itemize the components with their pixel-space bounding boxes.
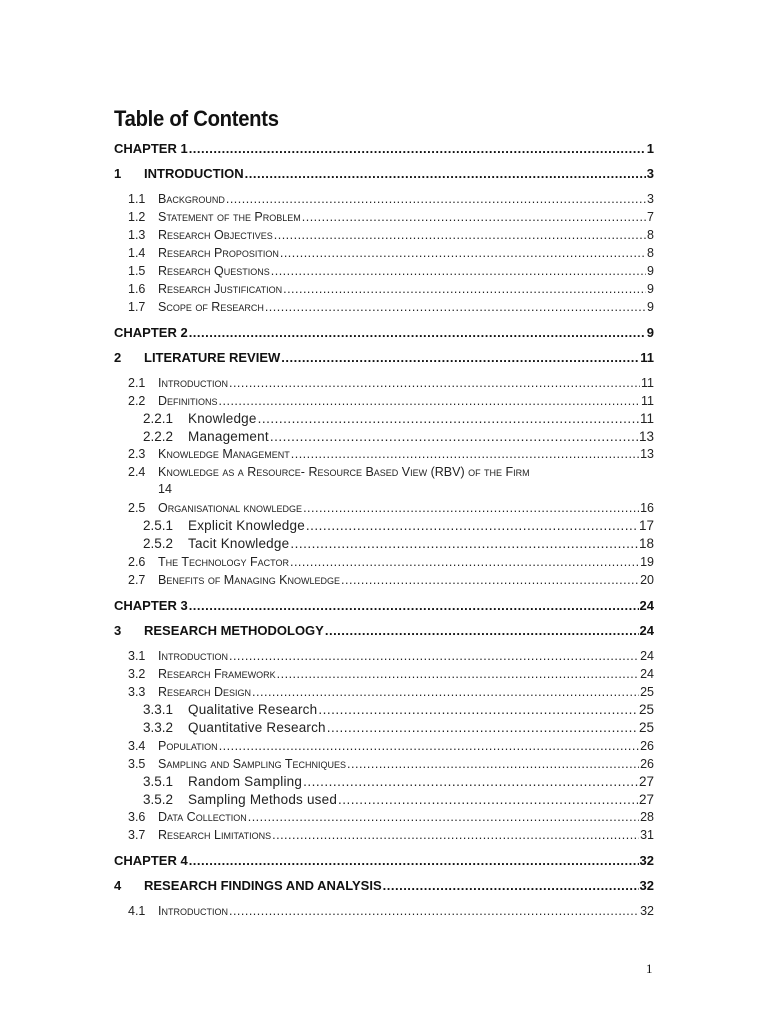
- entry-title: Benefits of Managing Knowledge: [158, 573, 341, 587]
- entry-title: LITERATURE REVIEW: [144, 350, 281, 365]
- dot-leader: [219, 394, 640, 408]
- entry-number: 3.3: [128, 685, 146, 699]
- dot-leader: [248, 810, 639, 824]
- entry-title: RESEARCH METHODOLOGY: [144, 623, 324, 638]
- toc-title: Table of Contents: [114, 106, 279, 131]
- entry-number: 2.7: [128, 573, 146, 587]
- toc-entry-subsection[interactable]: [128, 447, 654, 461]
- toc-entry-subsection[interactable]: [128, 282, 654, 296]
- entry-title: Definitions: [158, 394, 218, 408]
- dot-leader: [291, 447, 639, 461]
- toc-entry-subsection[interactable]: [128, 810, 654, 824]
- dot-leader: [290, 536, 638, 551]
- dot-leader: [229, 904, 639, 918]
- entry-title: Qualitative Research: [188, 702, 318, 717]
- entry-page: 8: [647, 246, 654, 260]
- toc-entry-subsection[interactable]: [128, 376, 654, 390]
- toc-entry-subsection[interactable]: [128, 246, 654, 260]
- entry-page: 31: [640, 828, 654, 842]
- entry-title: Data Collection: [158, 810, 247, 824]
- entry-title: Knowledge as a Resource- Resource Based View (RBV) of the Firm: [158, 465, 530, 479]
- entry-title: Knowledge: [188, 411, 257, 426]
- toc-entry-subsubsection[interactable]: [143, 702, 654, 717]
- entry-number: 2.5: [128, 501, 146, 515]
- toc-entry-subsubsection[interactable]: [143, 720, 654, 735]
- toc-entry-subsection[interactable]: [128, 501, 654, 515]
- entry-number: 2.2: [128, 394, 146, 408]
- entry-number: 1.3: [128, 228, 146, 242]
- entry-title: CHAPTER 1: [114, 141, 188, 156]
- dot-leader: [327, 720, 638, 735]
- entry-number: 1.1: [128, 192, 146, 206]
- toc-entry-subsection[interactable]: [128, 228, 654, 242]
- entry-page: 9: [647, 300, 654, 314]
- dot-leader: [229, 649, 639, 663]
- dot-leader: [341, 573, 639, 587]
- entry-title: INTRODUCTION: [144, 166, 244, 181]
- entry-page: 9: [646, 325, 654, 340]
- entry-title: Tacit Knowledge: [188, 536, 290, 551]
- entry-number: 3.1: [128, 649, 146, 663]
- entry-page: 25: [638, 720, 654, 735]
- dot-leader: [383, 878, 639, 893]
- dot-leader: [306, 518, 638, 533]
- entry-title: Statement of the Problem: [158, 210, 301, 224]
- toc-entry-subsubsection[interactable]: [143, 792, 654, 807]
- entry-page: 24: [639, 623, 654, 638]
- entry-title: Research Proposition: [158, 246, 279, 260]
- entry-page: 32: [639, 878, 654, 893]
- entry-page: 11: [641, 394, 654, 408]
- dot-leader: [283, 282, 646, 296]
- entry-number: 3.6: [128, 810, 146, 824]
- entry-title: RESEARCH FINDINGS AND ANALYSIS: [144, 878, 382, 893]
- entry-title: Explicit Knowledge: [188, 518, 305, 533]
- entry-number: 2: [114, 350, 122, 365]
- entry-page: 17: [638, 518, 654, 533]
- entry-number: 2.6: [128, 555, 146, 569]
- entry-number: 3.4: [128, 739, 146, 753]
- entry-page: 9: [647, 282, 654, 296]
- entry-number: 4: [114, 878, 122, 893]
- entry-page: 16: [640, 501, 654, 515]
- dot-leader: [189, 598, 639, 613]
- toc-entry-chapter[interactable]: [114, 853, 654, 868]
- entry-number: 1.7: [128, 300, 146, 314]
- toc-entry-subsection[interactable]: [128, 210, 654, 224]
- entry-number: 2.4: [128, 465, 146, 479]
- entry-number: 1.4: [128, 246, 146, 260]
- toc-entry-subsubsection[interactable]: [143, 518, 654, 533]
- entry-title: Research Questions: [158, 264, 270, 278]
- entry-page: 32: [639, 853, 654, 868]
- entry-page: 3: [647, 192, 654, 206]
- dot-leader: [270, 429, 638, 444]
- entry-number: 1.6: [128, 282, 146, 296]
- entry-page: 27: [638, 792, 654, 807]
- entry-number: 3.7: [128, 828, 146, 842]
- dot-leader: [245, 166, 646, 181]
- toc-entry-subsection[interactable]: [128, 192, 654, 206]
- dot-leader: [189, 325, 646, 340]
- entry-title: CHAPTER 2: [114, 325, 188, 340]
- entry-page: 24: [640, 649, 654, 663]
- entry-page: 20: [640, 573, 654, 587]
- toc-entry-chapter[interactable]: [114, 598, 654, 613]
- toc-entry-chapter[interactable]: [114, 141, 654, 156]
- toc-entry-subsection[interactable]: [128, 904, 654, 918]
- entry-title: Quantitative Research: [188, 720, 326, 735]
- toc-entry-subsubsection[interactable]: [143, 411, 654, 426]
- entry-page: 14: [158, 482, 172, 496]
- dot-leader: [219, 739, 639, 753]
- page-number: 1: [646, 961, 653, 976]
- dot-leader: [325, 623, 639, 638]
- dot-leader: [280, 246, 646, 260]
- toc-entry-subsection[interactable]: [128, 649, 654, 663]
- dot-leader: [347, 757, 639, 771]
- entry-title: Scope of Research: [158, 300, 264, 314]
- toc-entry-subsection[interactable]: [128, 555, 654, 569]
- dot-leader: [258, 411, 639, 426]
- entry-page: 28: [640, 810, 654, 824]
- toc-entry-chapter[interactable]: [114, 325, 654, 340]
- entry-page: 7: [647, 210, 654, 224]
- dot-leader: [226, 192, 646, 206]
- entry-page: 11: [641, 376, 654, 390]
- entry-page: 3: [646, 166, 654, 181]
- toc-entry-subsubsection[interactable]: [143, 536, 654, 551]
- dot-leader: [189, 853, 639, 868]
- dot-leader: [189, 141, 646, 156]
- entry-page: 27: [638, 774, 654, 789]
- entry-number: 3.3.1: [143, 702, 174, 717]
- toc-entry-section[interactable]: [114, 350, 654, 365]
- entry-number: 1.5: [128, 264, 146, 278]
- entry-page: 24: [640, 667, 654, 681]
- dot-leader: [318, 702, 638, 717]
- entry-page: 32: [640, 904, 654, 918]
- dot-leader: [271, 264, 646, 278]
- entry-page: 1: [646, 141, 654, 156]
- entry-title: Management: [188, 429, 269, 444]
- entry-page: 26: [640, 757, 654, 771]
- entry-title: Sampling Methods used: [188, 792, 338, 807]
- dot-leader: [272, 828, 639, 842]
- entry-page: 11: [639, 411, 654, 426]
- toc-entry-section[interactable]: [114, 623, 654, 638]
- toc-entry-subsubsection[interactable]: [143, 774, 654, 789]
- toc-entry-subsection[interactable]: [128, 739, 654, 753]
- toc-entry-subsection[interactable]: [128, 394, 654, 408]
- dot-leader: [302, 210, 646, 224]
- entry-page: 18: [638, 536, 654, 551]
- entry-number: 2.5.2: [143, 536, 174, 551]
- toc-entry-subsection[interactable]: [128, 757, 654, 771]
- entry-number: 2.5.1: [143, 518, 174, 533]
- entry-page: 26: [640, 739, 654, 753]
- toc-entry-section[interactable]: [114, 166, 654, 181]
- entry-title: Introduction: [158, 376, 228, 390]
- toc-entry-subsection[interactable]: [128, 264, 654, 278]
- dot-leader: [303, 774, 638, 789]
- entry-title: CHAPTER 3: [114, 598, 188, 613]
- entry-number: 1.2: [128, 210, 146, 224]
- entry-title: Background: [158, 192, 225, 206]
- entry-title: Random Sampling: [188, 774, 303, 789]
- dot-leader: [265, 300, 646, 314]
- entry-number: 2.3: [128, 447, 146, 461]
- toc-entry-section[interactable]: [114, 878, 654, 893]
- entry-number: 3.3.2: [143, 720, 174, 735]
- entry-page: 25: [638, 702, 654, 717]
- entry-page: 13: [640, 447, 654, 461]
- dot-leader: [290, 555, 639, 569]
- entry-title: Research Design: [158, 685, 252, 699]
- entry-page: 25: [640, 685, 654, 699]
- entry-page: 24: [639, 598, 654, 613]
- entry-number: 3: [114, 623, 122, 638]
- toc-entry-subsection[interactable]: [128, 667, 654, 681]
- dot-leader: [274, 228, 646, 242]
- entry-title: CHAPTER 4: [114, 853, 188, 868]
- toc-entry-subsection[interactable]: [128, 300, 654, 314]
- entry-title: Organisational knowledge: [158, 501, 303, 515]
- toc-entry-subsubsection[interactable]: [143, 429, 654, 444]
- dot-leader: [277, 667, 639, 681]
- entry-page: 13: [638, 429, 654, 444]
- entry-number: 3.5.1: [143, 774, 174, 789]
- entry-number: 2.2.1: [143, 411, 174, 426]
- entry-page: 9: [647, 264, 654, 278]
- toc-entry-subsection[interactable]: [128, 685, 654, 699]
- dot-leader: [303, 501, 639, 515]
- entry-number: 3.2: [128, 667, 146, 681]
- entry-title: Research Framework: [158, 667, 276, 681]
- toc-entry-subsection[interactable]: [128, 573, 654, 587]
- entry-page: 8: [647, 228, 654, 242]
- entry-number: 3.5: [128, 757, 146, 771]
- entry-page: 11: [640, 350, 654, 365]
- entry-number: 4.1: [128, 904, 146, 918]
- dot-leader: [252, 685, 639, 699]
- entry-title: Research Objectives: [158, 228, 273, 242]
- entry-title: Knowledge Management: [158, 447, 290, 461]
- entry-title: Sampling and Sampling Techniques: [158, 757, 347, 771]
- entry-title: Research Justification: [158, 282, 283, 296]
- entry-title: Population: [158, 739, 218, 753]
- toc-entry-subsection[interactable]: [128, 828, 654, 842]
- entry-page: 19: [640, 555, 654, 569]
- entry-title: Introduction: [158, 904, 228, 918]
- entry-title: The Technology Factor: [158, 555, 289, 569]
- dot-leader: [229, 376, 640, 390]
- toc-entry-subsection-wrapped[interactable]: [128, 464, 654, 498]
- dot-leader: [281, 350, 639, 365]
- entry-number: 3.5.2: [143, 792, 174, 807]
- entry-number: 2.2.2: [143, 429, 174, 444]
- entry-number: 1: [114, 166, 122, 181]
- entry-title: Research Limitations: [158, 828, 272, 842]
- entry-title: Introduction: [158, 649, 228, 663]
- dot-leader: [338, 792, 638, 807]
- entry-number: 2.1: [128, 376, 146, 390]
